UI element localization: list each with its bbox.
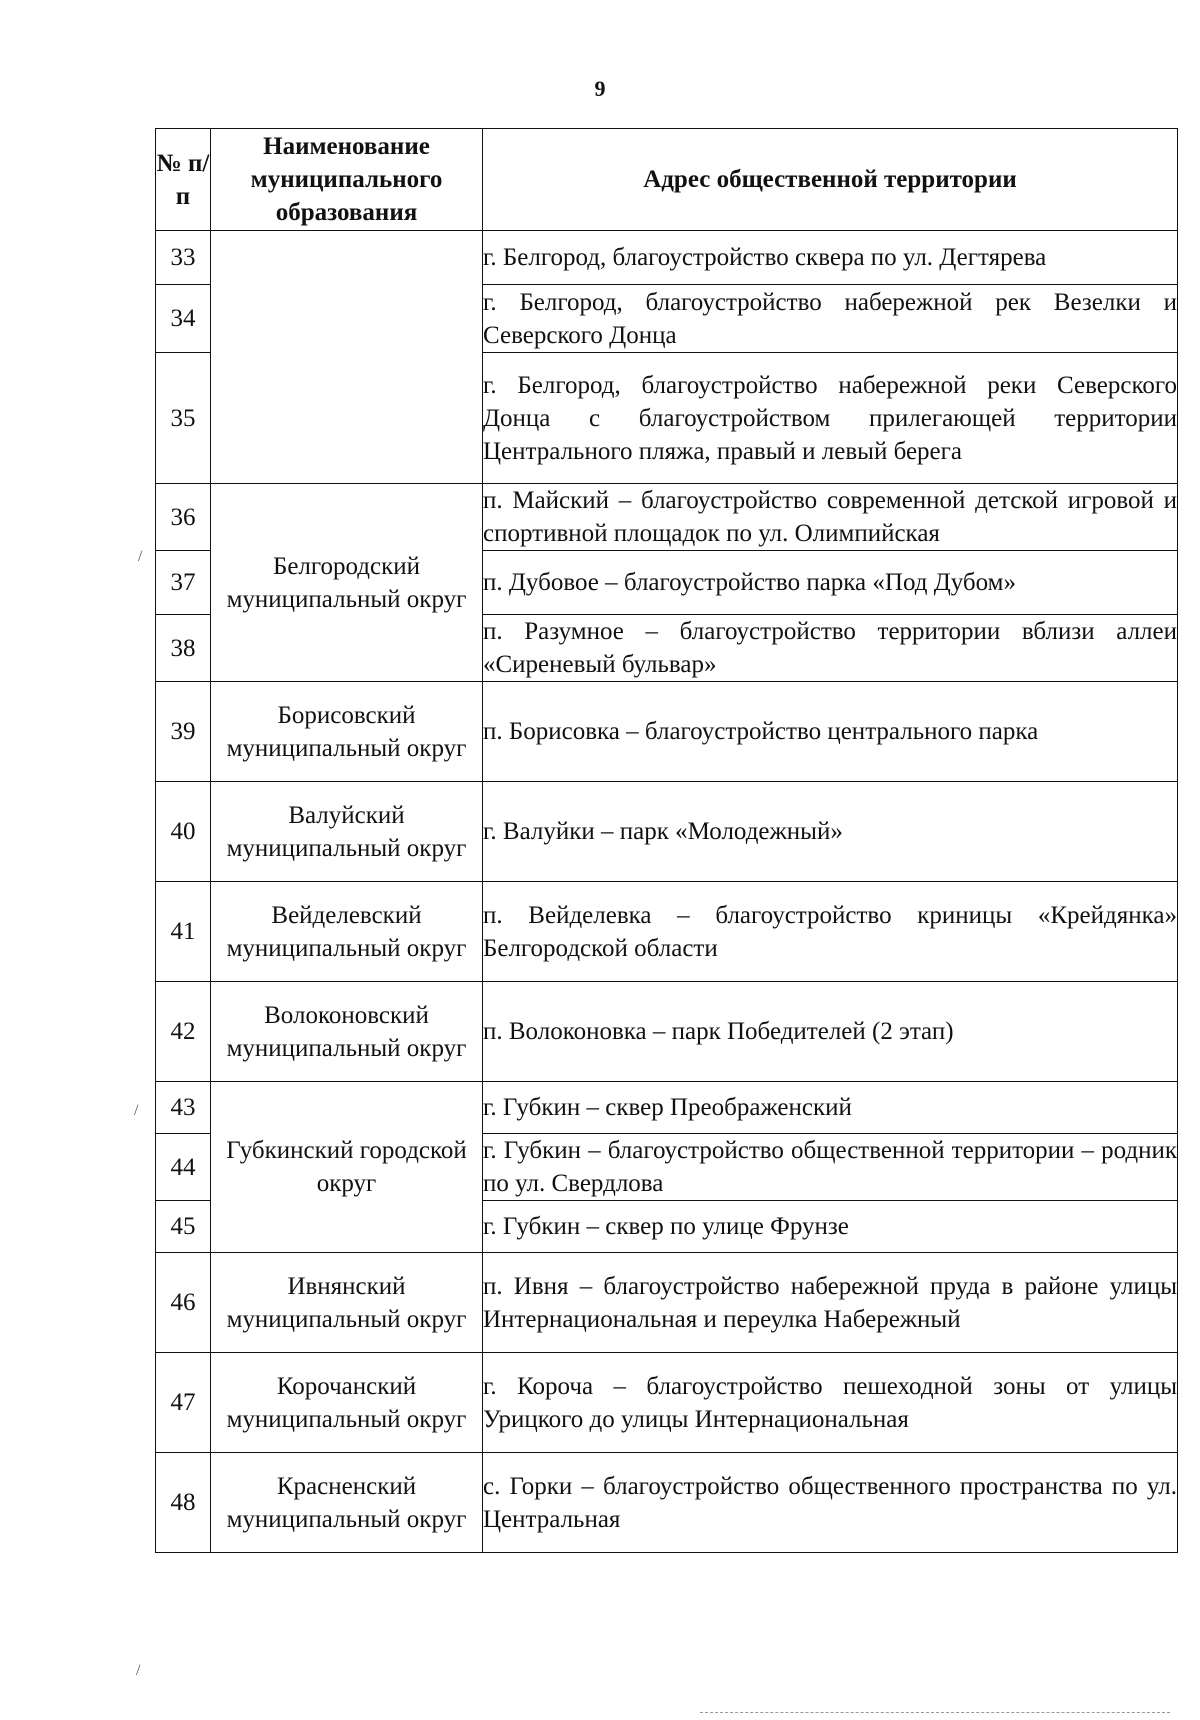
row-number: 48: [156, 1453, 211, 1553]
address-cell: п. Разумное – благоустройство территории вблизи аллеи «Сиреневый бульвар»: [483, 615, 1178, 682]
address-cell: г. Губкин – сквер Преображенский: [483, 1082, 1178, 1134]
row-number: 40: [156, 782, 211, 882]
address-cell: г. Валуйки – парк «Молодежный»: [483, 782, 1178, 882]
municipality-cell: Корочанский муниципальный округ: [211, 1353, 483, 1453]
row-number: 37: [156, 551, 211, 615]
header-number: № п/ п: [156, 129, 211, 231]
scan-mark: /: [138, 548, 143, 565]
table-row: [156, 1082, 1178, 1134]
address-cell: г. Белгород, благоустройство набережной реки Северского Донца с благоустройством прилегающей территории Центрального пляжа, правый и левый берега: [483, 353, 1178, 484]
municipality-cell: Валуйский муниципальный округ: [211, 782, 483, 882]
address-cell: п. Майский – благоустройство современной детской игровой и спортивной площадок по ул. Олимпийская: [483, 484, 1178, 551]
row-number: 47: [156, 1353, 211, 1453]
municipality-cell: Борисовский муниципальный округ: [211, 682, 483, 782]
address-cell: с. Горки – благоустройство общественного пространства по ул. Центральная: [483, 1453, 1178, 1553]
page-number: 9: [594, 76, 606, 101]
address-cell: п. Волоконовка – парк Победителей (2 этап): [483, 982, 1178, 1082]
municipality-cell: Красненский муниципальный округ: [211, 1453, 483, 1553]
address-cell: г. Короча – благоустройство пешеходной зоны от улицы Урицкого до улицы Интернациональная: [483, 1353, 1178, 1453]
municipality-cell: Губкинский городской округ: [211, 1082, 483, 1253]
municipality-cell: Белгородский муниципальный округ: [211, 484, 483, 682]
row-number: 42: [156, 982, 211, 1082]
table-row: [156, 982, 1178, 1082]
table-row: [156, 682, 1178, 782]
row-number: 38: [156, 615, 211, 682]
row-number: 45: [156, 1201, 211, 1253]
row-number: 39: [156, 682, 211, 782]
table-row: [156, 1353, 1178, 1453]
header-address: Адрес общественной территории: [483, 129, 1178, 231]
address-cell: г. Белгород, благоустройство сквера по ул. Дегтярева: [483, 231, 1178, 285]
address-cell: п. Борисовка – благоустройство центрального парка: [483, 682, 1178, 782]
row-number: 35: [156, 353, 211, 484]
row-number: 44: [156, 1134, 211, 1201]
table-row: [156, 782, 1178, 882]
scan-mark: /: [136, 1662, 141, 1679]
municipality-cell: Волоконовский муниципальный округ: [211, 982, 483, 1082]
table-row: [156, 882, 1178, 982]
row-number: 34: [156, 285, 211, 353]
row-number: 33: [156, 231, 211, 285]
municipality-cell-empty: [211, 231, 483, 484]
address-cell: г. Губкин – благоустройство общественной территории – родник по ул. Свердлова: [483, 1134, 1178, 1201]
row-number: 41: [156, 882, 211, 982]
row-number: 46: [156, 1253, 211, 1353]
table-header-row: [156, 129, 1178, 231]
table-row: [156, 1253, 1178, 1353]
territories-table: [155, 128, 1178, 1553]
table-row: [156, 1453, 1178, 1553]
scan-mark: /: [134, 1102, 139, 1119]
address-cell: п. Вейделевка – благоустройство криницы «Крейдянка» Белгородской области: [483, 882, 1178, 982]
municipality-cell: Вейделевский муниципальный округ: [211, 882, 483, 982]
row-number: 43: [156, 1082, 211, 1134]
municipality-cell: Ивнянский муниципальный округ: [211, 1253, 483, 1353]
table-row: [156, 231, 1178, 285]
address-cell: п. Ивня – благоустройство набережной пруда в районе улицы Интернациональная и переулка Набережный: [483, 1253, 1178, 1353]
address-cell: г. Белгород, благоустройство набережной рек Везелки и Северского Донца: [483, 285, 1178, 353]
table-row: [156, 484, 1178, 551]
address-cell: п. Дубовое – благоустройство парка «Под Дубом»: [483, 551, 1178, 615]
address-cell: г. Губкин – сквер по улице Фрунзе: [483, 1201, 1178, 1253]
row-number: 36: [156, 484, 211, 551]
header-municipality: Наименование муниципального образования: [211, 129, 483, 231]
scan-edge-line: [700, 1712, 1170, 1713]
